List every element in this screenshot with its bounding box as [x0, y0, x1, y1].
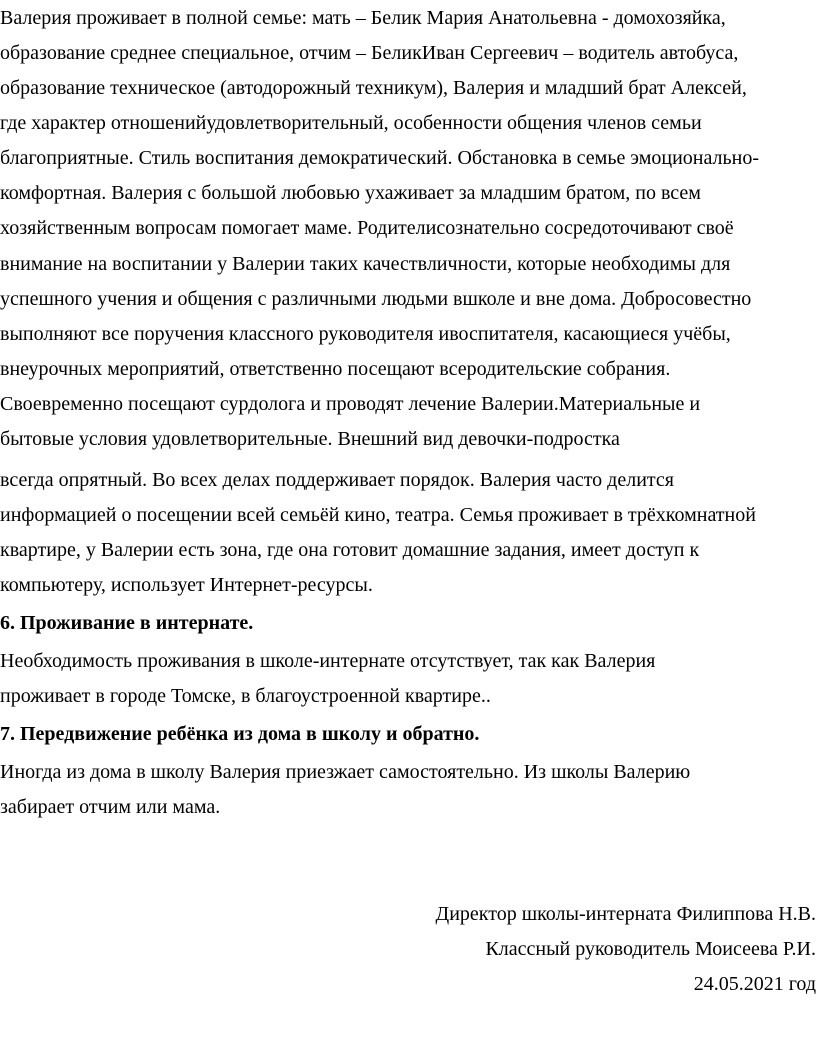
body-line: выполняют все поручения классного руководителя ивоспитателя, касающиеся учёбы, [0, 323, 731, 345]
body-line: Валерия проживает в полной семье: мать – Белик Мария Анатольевна - домохозяйка, [0, 7, 726, 29]
body-line: хозяйственным вопросам помогает маме. Родителисознательно сосредоточивают своё [0, 217, 734, 239]
body-line: проживает в городе Томске, в благоустроенной квартире.. [0, 685, 491, 707]
body-line: Иногда из дома в школу Валерия приезжает самостоятельно. Из школы Валерию [0, 761, 691, 783]
body-line: Необходимость проживания в школе-интернате отсутствует, так как Валерия [0, 650, 656, 672]
body-line: где характер отношенийудовлетворительный, особенности общения членов семьи [0, 112, 702, 134]
signature-teacher: Классный руководитель Моисеева Р.И. [485, 938, 816, 960]
section-heading: 6. Проживание в интернате. [0, 612, 254, 634]
body-line: квартире, у Валерии есть зона, где она готовит домашние задания, имеет доступ к [0, 539, 700, 561]
body-line: компьютеру, использует Интернет-ресурсы. [0, 574, 373, 596]
body-line: успешного учения и общения с различными людьми вшколе и вне дома. Добросовестно [0, 288, 752, 310]
body-line: всегда опрятный. Во всех делах поддерживает порядок. Валерия часто делится [0, 469, 674, 491]
body-line: забирает отчим или мама. [0, 796, 221, 818]
body-line: благоприятные. Стиль воспитания демократический. Обстановка в семье эмоционально- [0, 147, 760, 169]
section-heading: 7. Передвижение ребёнка из дома в школу и обратно. [0, 723, 480, 745]
body-line: образование техническое (автодорожный техникум), Валерия и младший брат Алексей, [0, 77, 747, 99]
body-line: внеурочных мероприятий, ответственно посещают всеродительские собрания. [0, 358, 671, 380]
body-line: образование среднее специальное, отчим – БеликИван Сергеевич – водитель автобуса, [0, 42, 739, 64]
signature-date: 24.05.2021 год [693, 973, 816, 995]
body-line: бытовые условия удовлетворительные. Внешний вид девочки-подростка [0, 428, 620, 450]
body-line: Своевременно посещают сурдолога и проводят лечение Валерии.Материальные и [0, 393, 701, 415]
signature-director: Директор школы-интерната Филиппова Н.В. [435, 903, 816, 925]
body-line: внимание на воспитании у Валерии таких качествличности, которые необходимы для [0, 253, 731, 275]
body-line: комфортная. Валерия с большой любовью ухаживает за младшим братом, по всем [0, 182, 701, 204]
body-line: информацией о посещении всей семьёй кино, театра. Семья проживает в трёхкомнатной [0, 504, 756, 526]
